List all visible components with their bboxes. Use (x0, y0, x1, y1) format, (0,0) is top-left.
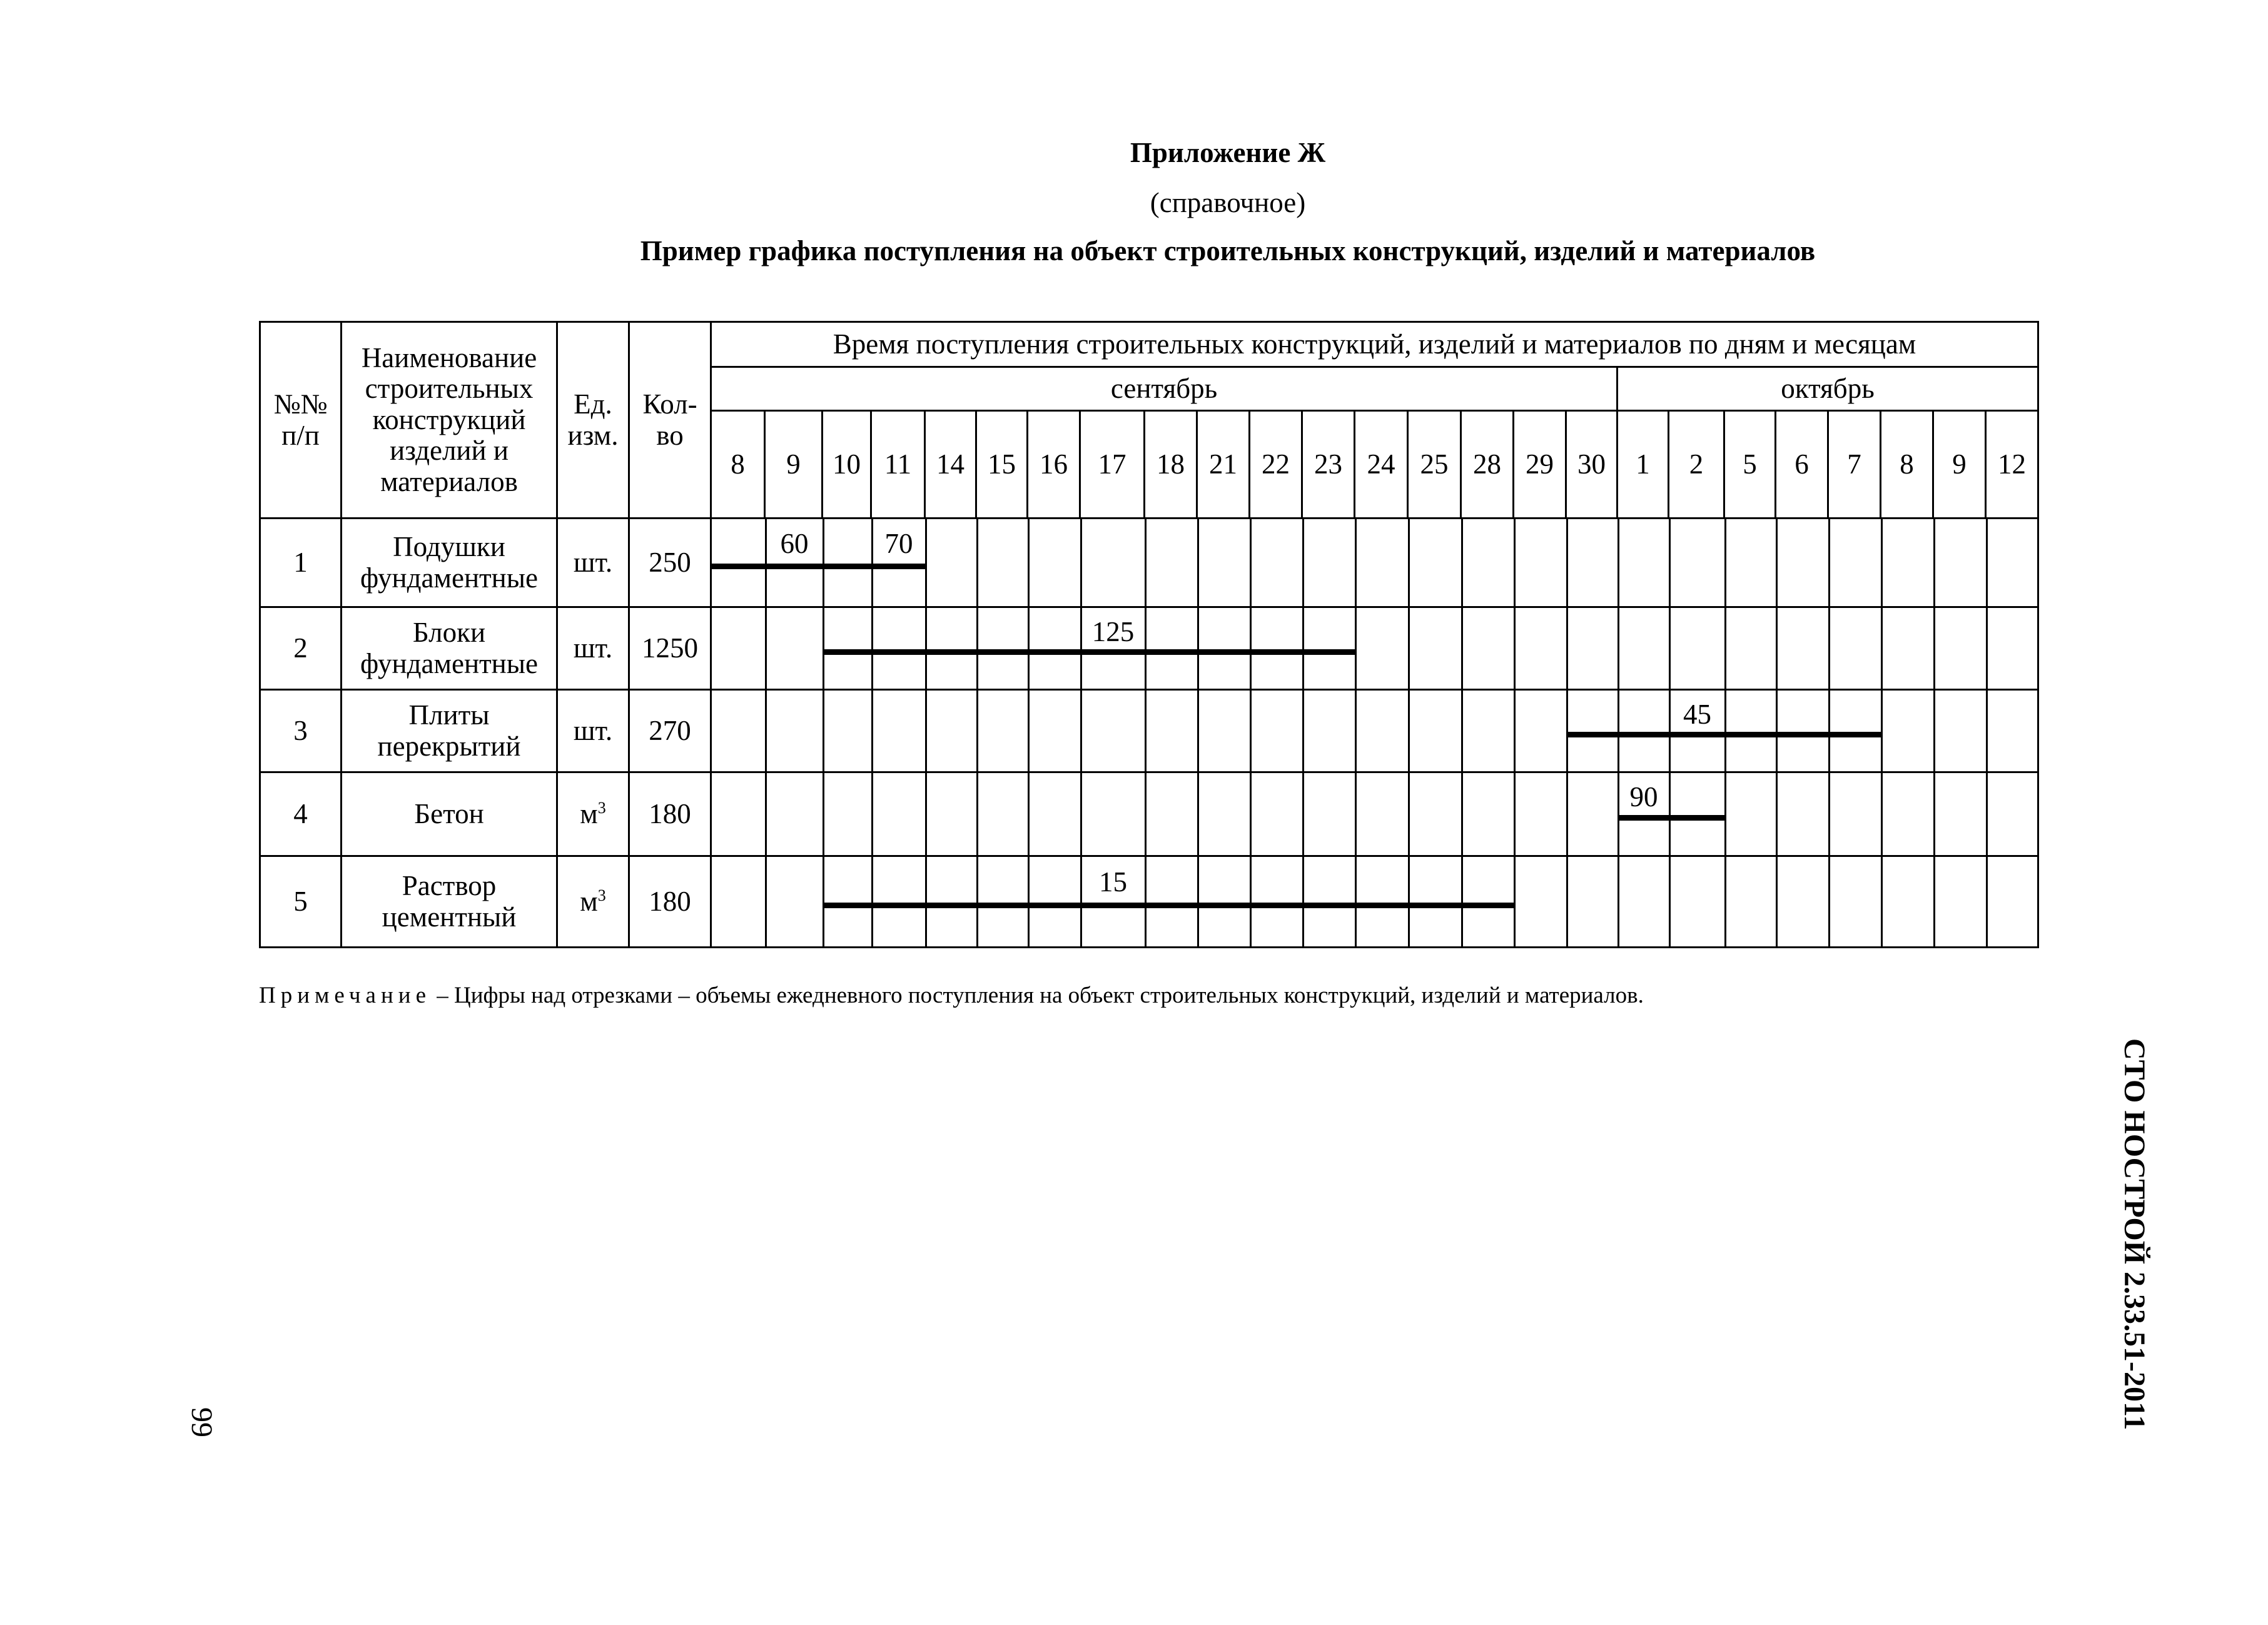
day-separator (1776, 519, 1778, 606)
day-separator (1566, 519, 1568, 606)
day-separator (1881, 691, 1883, 771)
day-separator (1566, 857, 1568, 946)
day-header: 10 (823, 411, 871, 519)
day-separator (1514, 773, 1516, 855)
delivery-bar (823, 649, 1355, 655)
day-separator (1028, 608, 1030, 689)
daily-volume-label: 15 (1099, 866, 1127, 898)
row-name: Бетон (342, 772, 557, 856)
day-separator (765, 773, 767, 855)
day-separator (1986, 773, 1988, 855)
day-separator (1355, 691, 1357, 771)
day-header: 17 (1080, 411, 1145, 519)
day-separator (1669, 857, 1671, 946)
row-number: 2 (260, 607, 342, 690)
row-name: Блоки фундаментные (342, 607, 557, 690)
delivery-bar (1567, 732, 1881, 737)
day-separator (1408, 773, 1410, 855)
day-separator (1355, 773, 1357, 855)
day-header: 9 (765, 411, 823, 519)
day-separator (1881, 608, 1883, 689)
day-separator (1514, 519, 1516, 606)
daily-volume-label: 125 (1091, 616, 1135, 647)
note-prefix: Примечание (259, 983, 431, 1008)
day-separator (925, 691, 927, 771)
day-separator (1933, 519, 1935, 606)
day-separator (1986, 519, 1988, 606)
note-text: – Цифры над отрезками – объемы ежедневного поступления на объект строительных конструкций, изделий и материалов. (431, 983, 1644, 1008)
day-separator (1461, 857, 1463, 946)
row-unit (557, 772, 629, 856)
day-separator (1302, 773, 1304, 855)
day-separator (1197, 608, 1199, 689)
row-unit (557, 519, 629, 607)
day-separator (1514, 857, 1516, 946)
day-separator (1408, 608, 1410, 689)
day-header: 8 (1881, 411, 1933, 519)
day-header: 21 (1197, 411, 1250, 519)
day-separator (1828, 773, 1830, 855)
column-header-delivery-time: Время поступления строительных конструкций, изделий и материалов по дням и месяцам (711, 322, 2038, 367)
day-separator (1828, 519, 1830, 606)
day-header: 28 (1461, 411, 1514, 519)
row-number: 4 (260, 772, 342, 856)
day-separator (1302, 857, 1304, 946)
day-separator (1028, 773, 1030, 855)
day-header: 30 (1566, 411, 1617, 519)
day-separator (1197, 691, 1199, 771)
column-header-name: Наименование строительных конструкций изделий и материалов (342, 322, 557, 519)
day-separator (1776, 691, 1778, 771)
day-header: 12 (1986, 411, 2038, 519)
row-number: 5 (260, 856, 342, 948)
day-separator (1355, 857, 1357, 946)
day-separator (1080, 691, 1082, 771)
day-separator (1881, 857, 1883, 946)
row-unit-text: м (580, 797, 598, 829)
day-separator (1828, 857, 1830, 946)
day-separator (871, 608, 873, 689)
row-quantity: 180 (629, 772, 711, 856)
row-unit-text: м (580, 885, 598, 917)
delivery-schedule-table (259, 321, 2039, 948)
day-separator (976, 691, 978, 771)
delivery-bar (823, 903, 1514, 908)
day-separator (1080, 773, 1082, 855)
day-separator (1669, 608, 1671, 689)
day-separator (976, 608, 978, 689)
day-header: 8 (711, 411, 765, 519)
day-separator (1355, 519, 1357, 606)
row-quantity: 270 (629, 690, 711, 772)
day-header: 11 (871, 411, 925, 519)
row-number: 1 (260, 519, 342, 607)
delivery-bar (1618, 815, 1725, 821)
gantt-row-area (711, 519, 2038, 607)
day-separator (1514, 691, 1516, 771)
row-name: Раствор цементный (342, 856, 557, 948)
day-separator (1145, 519, 1147, 606)
day-separator (871, 857, 873, 946)
day-separator (925, 857, 927, 946)
day-separator (1302, 519, 1304, 606)
appendix-subtitle: (справочное) (1150, 187, 1306, 218)
day-separator (1986, 857, 1988, 946)
gantt-row-area (711, 690, 2038, 772)
row-unit-text: шт. (573, 632, 613, 664)
day-header: 5 (1724, 411, 1776, 519)
gantt-row-area (711, 856, 2038, 948)
day-separator (1250, 519, 1252, 606)
day-header: 25 (1408, 411, 1461, 519)
day-separator (1028, 519, 1030, 606)
day-header: 7 (1828, 411, 1881, 519)
day-separator (1617, 857, 1619, 946)
gantt-row-area (711, 772, 2038, 856)
day-separator (1408, 857, 1410, 946)
day-separator (765, 857, 767, 946)
page-number: 99 (185, 1407, 218, 1437)
day-separator (1828, 691, 1830, 771)
day-separator (1933, 691, 1935, 771)
document-code: СТО НОСТРОЙ 2.33.51-2011 (2118, 1038, 2151, 1430)
day-separator (1250, 608, 1252, 689)
day-separator (823, 608, 824, 689)
day-separator (1028, 857, 1030, 946)
day-header: 16 (1028, 411, 1080, 519)
day-header: 14 (925, 411, 976, 519)
day-separator (1724, 608, 1726, 689)
day-separator (1933, 773, 1935, 855)
table-row (260, 772, 2038, 856)
day-separator (1933, 608, 1935, 689)
day-separator (1197, 519, 1199, 606)
day-separator (925, 773, 927, 855)
day-separator (976, 519, 978, 606)
day-separator (1881, 519, 1883, 606)
day-header: 24 (1355, 411, 1408, 519)
row-unit-superscript: 3 (597, 798, 606, 817)
daily-volume-label: 60 (780, 528, 809, 559)
day-separator (1080, 519, 1082, 606)
day-header: 23 (1302, 411, 1355, 519)
day-separator (1776, 608, 1778, 689)
day-separator (1617, 519, 1619, 606)
day-separator (765, 608, 767, 689)
day-header: 9 (1933, 411, 1986, 519)
day-separator (1197, 857, 1199, 946)
day-separator (871, 691, 873, 771)
day-separator (1145, 773, 1147, 855)
day-header: 2 (1669, 411, 1724, 519)
day-separator (1514, 608, 1516, 689)
day-separator (1408, 691, 1410, 771)
day-separator (1250, 857, 1252, 946)
daily-volume-label: 45 (1683, 699, 1711, 730)
row-quantity: 250 (629, 519, 711, 607)
day-separator (1617, 691, 1619, 771)
row-quantity: 1250 (629, 607, 711, 690)
day-header: 29 (1514, 411, 1566, 519)
day-separator (823, 691, 824, 771)
appendix-title: Приложение Ж (1130, 137, 1326, 168)
table-row (260, 856, 2038, 948)
day-separator (1302, 608, 1304, 689)
month-header-2: октябрь (1617, 367, 2038, 411)
column-header-quantity: Кол-во (629, 322, 711, 519)
day-separator (765, 691, 767, 771)
day-header: 18 (1145, 411, 1197, 519)
day-separator (1566, 608, 1568, 689)
day-separator (1250, 691, 1252, 771)
column-header-unit: Ед. изм. (557, 322, 629, 519)
table-row (260, 519, 2038, 607)
document-title: Пример графика поступления на объект строительных конструкций, изделий и материалов (640, 235, 1816, 266)
day-separator (1461, 691, 1463, 771)
day-separator (1408, 519, 1410, 606)
day-header: 22 (1250, 411, 1302, 519)
daily-volume-label: 90 (1629, 781, 1658, 812)
row-unit-text: шт. (573, 546, 613, 578)
day-separator (1828, 608, 1830, 689)
day-separator (1461, 519, 1463, 606)
table-row (260, 607, 2038, 690)
row-unit (557, 856, 629, 948)
day-separator (1986, 691, 1988, 771)
day-separator (823, 773, 824, 855)
day-separator (1566, 773, 1568, 855)
row-unit (557, 607, 629, 690)
header-row-1 (260, 322, 2038, 367)
day-separator (976, 857, 978, 946)
day-separator (1881, 773, 1883, 855)
column-header-number: №№ п/п (260, 322, 342, 519)
day-separator (1776, 773, 1778, 855)
row-name: Плиты перекрытий (342, 690, 557, 772)
row-quantity: 180 (629, 856, 711, 948)
delivery-bar (712, 564, 926, 569)
day-separator (1461, 608, 1463, 689)
day-separator (1724, 519, 1726, 606)
day-header: 6 (1776, 411, 1828, 519)
day-separator (925, 608, 927, 689)
day-separator (1028, 691, 1030, 771)
day-separator (1776, 857, 1778, 946)
day-separator (1250, 773, 1252, 855)
day-separator (1197, 773, 1199, 855)
row-unit (557, 690, 629, 772)
day-separator (871, 773, 873, 855)
day-separator (1669, 519, 1671, 606)
daily-volume-label: 70 (884, 528, 913, 559)
day-separator (1145, 691, 1147, 771)
table-row (260, 690, 2038, 772)
row-number: 3 (260, 690, 342, 772)
day-separator (1724, 773, 1726, 855)
day-separator (1302, 691, 1304, 771)
gantt-row-area (711, 607, 2038, 690)
day-separator (1461, 773, 1463, 855)
day-separator (1986, 608, 1988, 689)
day-header: 1 (1617, 411, 1669, 519)
day-separator (1355, 608, 1357, 689)
row-unit-superscript: 3 (597, 886, 606, 904)
day-separator (1617, 608, 1619, 689)
day-separator (1566, 691, 1568, 771)
row-unit-text: шт. (573, 714, 613, 746)
row-name: Подушки фундаментные (342, 519, 557, 607)
day-separator (823, 857, 824, 946)
day-separator (976, 773, 978, 855)
day-separator (1724, 857, 1726, 946)
table-note (259, 982, 1644, 1009)
month-header-1: сентябрь (711, 367, 1617, 411)
day-separator (1933, 857, 1935, 946)
day-header: 15 (976, 411, 1028, 519)
